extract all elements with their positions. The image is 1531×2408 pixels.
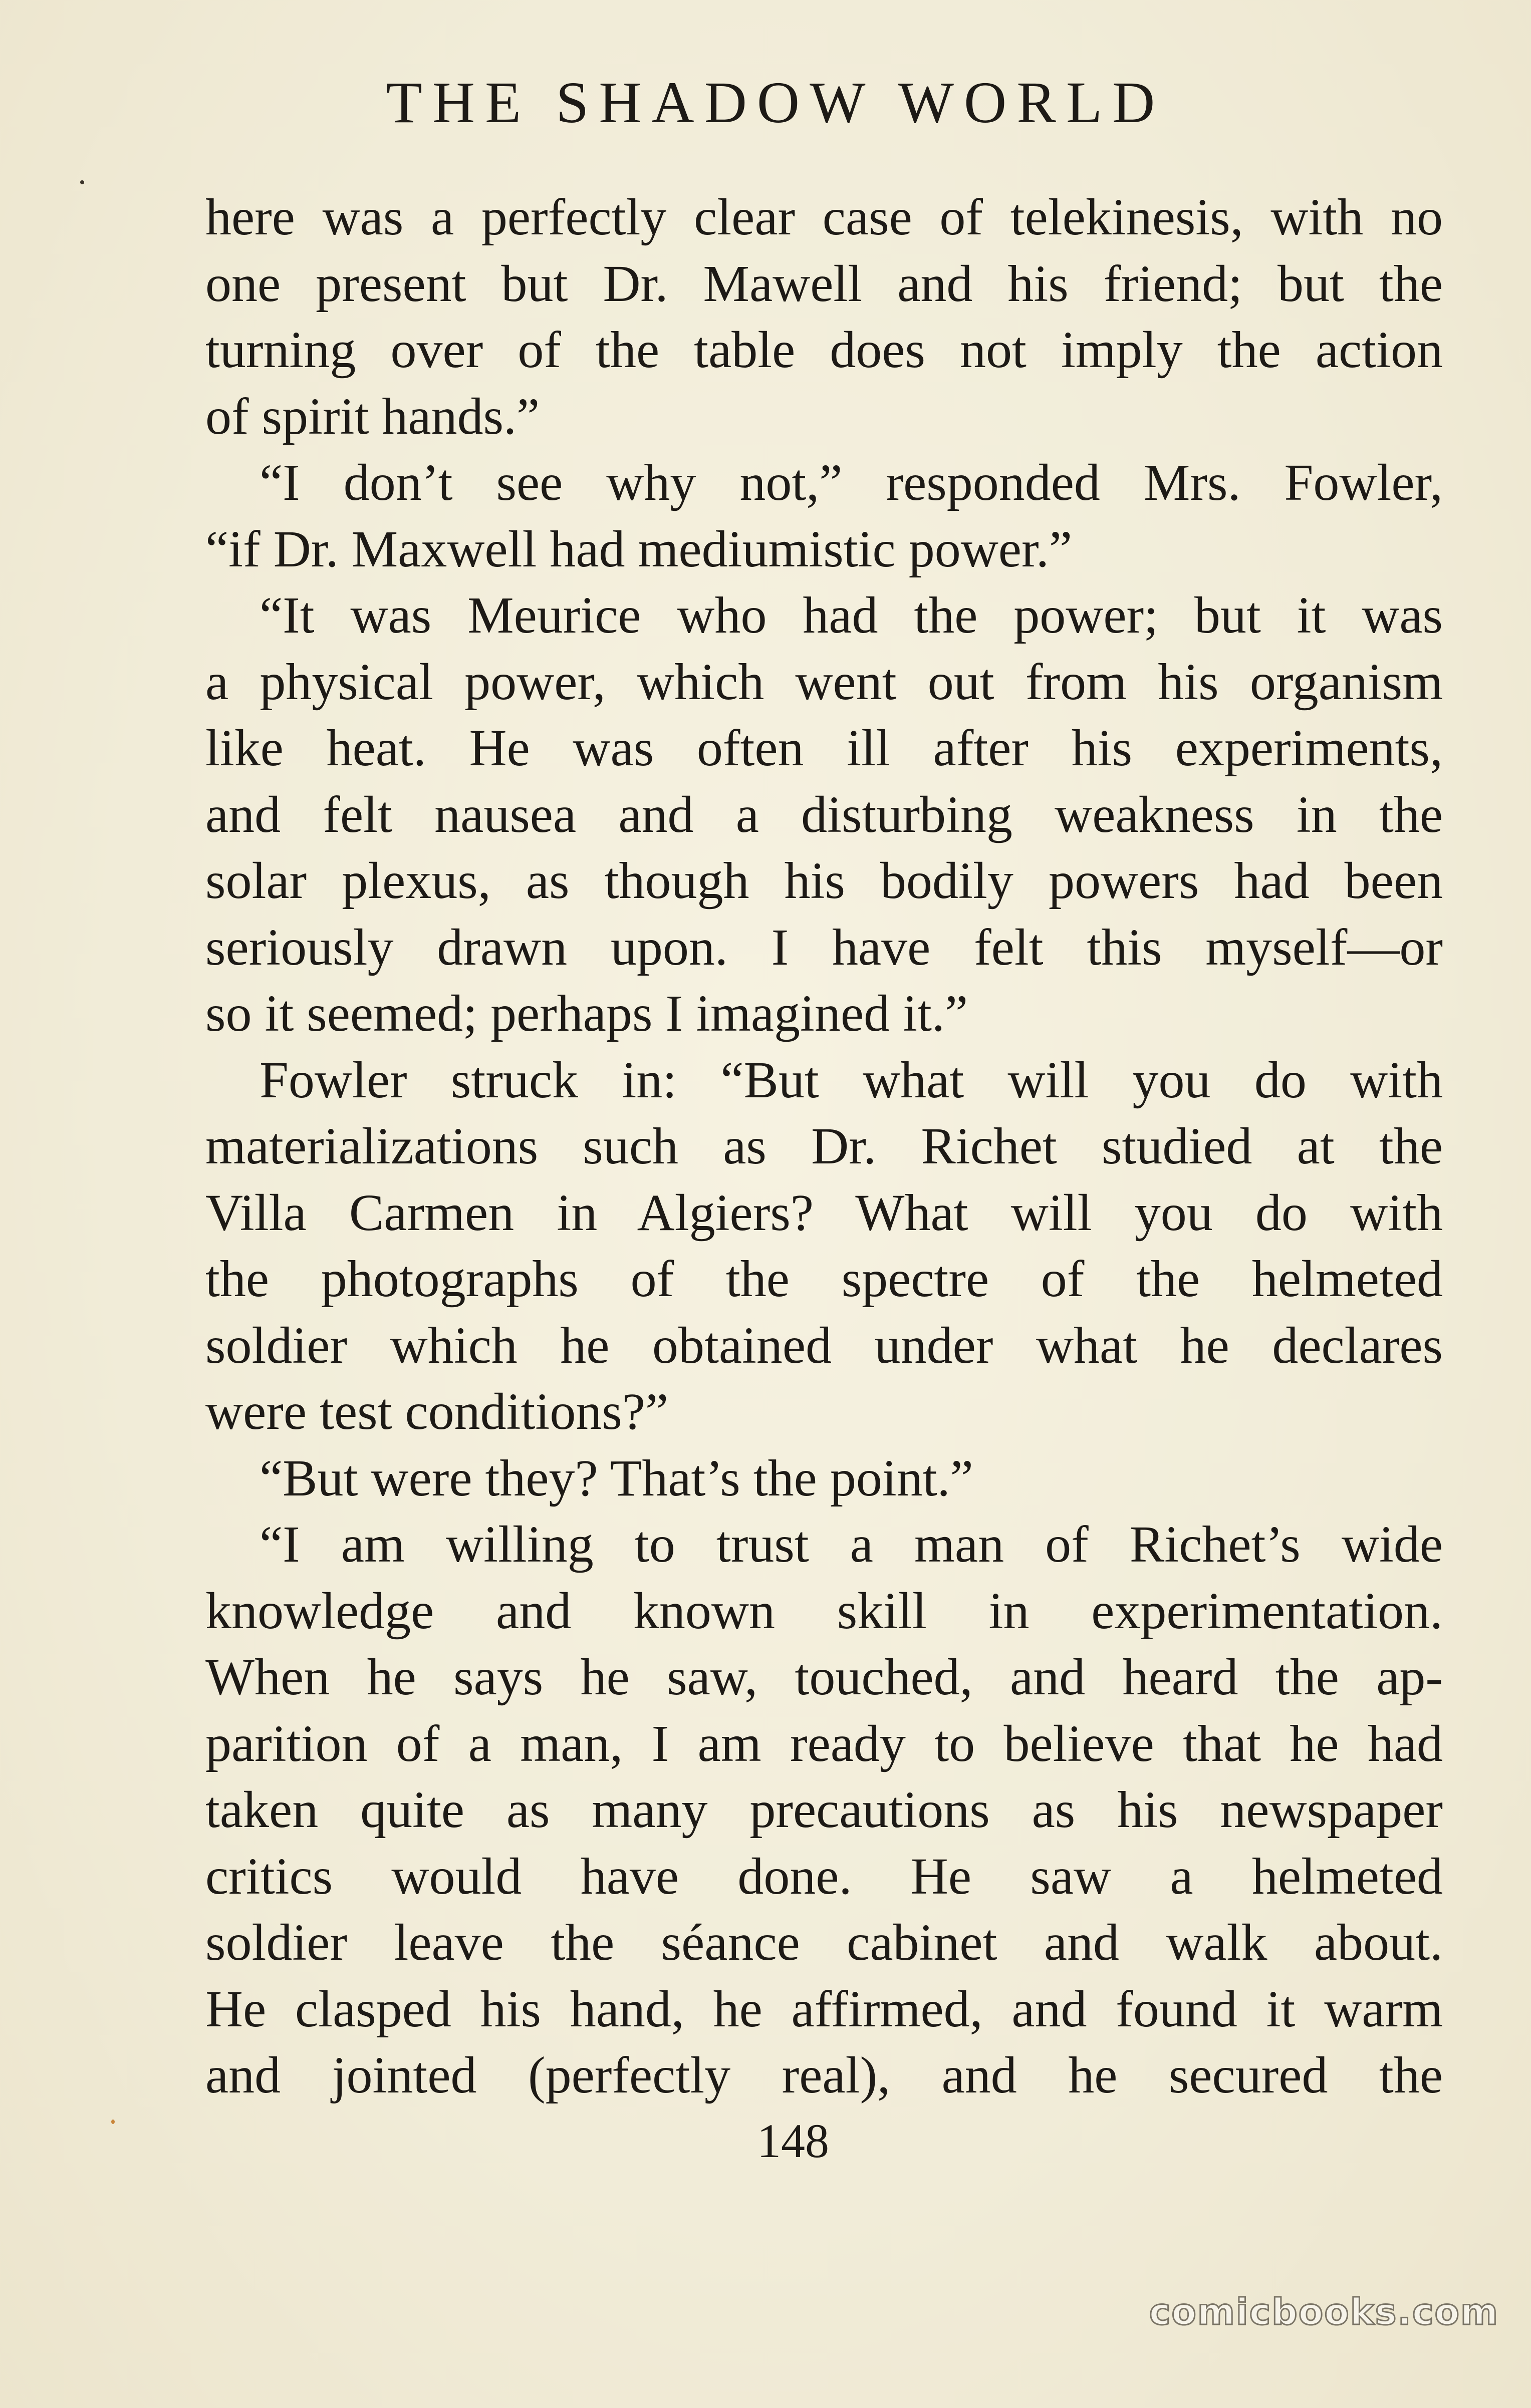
text-line: He clasped his hand, he affirmed, and found it warm	[205, 1980, 1443, 2038]
text-line: one present but Dr. Mawell and his friend; but the	[205, 254, 1443, 313]
text-line: taken quite as many precautions as his newspaper	[205, 1781, 1443, 1839]
text-line: like heat. He was often ill after his experiments,	[205, 719, 1443, 777]
text-line: knowledge and known skill in experimentation.	[205, 1582, 1443, 1640]
ink-speck	[111, 2120, 115, 2124]
text-line: turning over of the table does not imply the action	[205, 321, 1443, 379]
watermark: comicbooks.com	[1149, 2291, 1499, 2333]
text-line: and felt nausea and a disturbing weakness in the	[205, 785, 1443, 843]
text-line: When he says he saw, touched, and heard the ap-	[205, 1648, 1443, 1706]
text-line: parition of a man, I am ready to believe that he had	[205, 1714, 1443, 1772]
page-number: 148	[757, 2114, 829, 2168]
text-line: materializations such as Dr. Richet studied at the	[205, 1117, 1443, 1175]
text-line: soldier leave the séance cabinet and walk about.	[205, 1914, 1443, 1971]
running-head: THE SHADOW WORLD	[386, 70, 1165, 135]
text-line: “if Dr. Maxwell had mediumistic power.”	[205, 520, 1073, 578]
text-line: solar plexus, as though his bodily powers had been	[205, 852, 1443, 910]
text-line: “It was Meurice who had the power; but it was	[260, 586, 1443, 644]
text-line: “I am willing to trust a man of Richet’s wide	[260, 1516, 1443, 1573]
text-line: “But were they? That’s the point.”	[260, 1449, 973, 1507]
text-line: critics would have done. He saw a helmeted	[205, 1847, 1443, 1905]
text-line: Villa Carmen in Algiers? What will you do with	[205, 1183, 1443, 1242]
ink-speck	[80, 180, 84, 184]
text-line: Fowler struck in: “But what will you do with	[260, 1051, 1443, 1109]
text-line: the photographs of the spectre of the helmeted	[205, 1250, 1443, 1308]
text-line: of spirit hands.”	[205, 387, 540, 445]
text-line: and jointed (perfectly real), and he secured the	[205, 2046, 1443, 2104]
text-line: seriously drawn upon. I have felt this myself—or	[205, 918, 1443, 976]
text-line: soldier which he obtained under what he declares	[205, 1316, 1443, 1374]
text-line: “I don’t see why not,” responded Mrs. Fowler,	[260, 454, 1443, 511]
text-line: so it seemed; perhaps I imagined it.”	[205, 985, 968, 1042]
text-line: a physical power, which went out from his organism	[205, 653, 1443, 711]
text-line: were test conditions?”	[205, 1383, 669, 1440]
text-line: here was a perfectly clear case of telekinesis, with no	[205, 188, 1443, 246]
body-text	[205, 184, 1443, 2109]
